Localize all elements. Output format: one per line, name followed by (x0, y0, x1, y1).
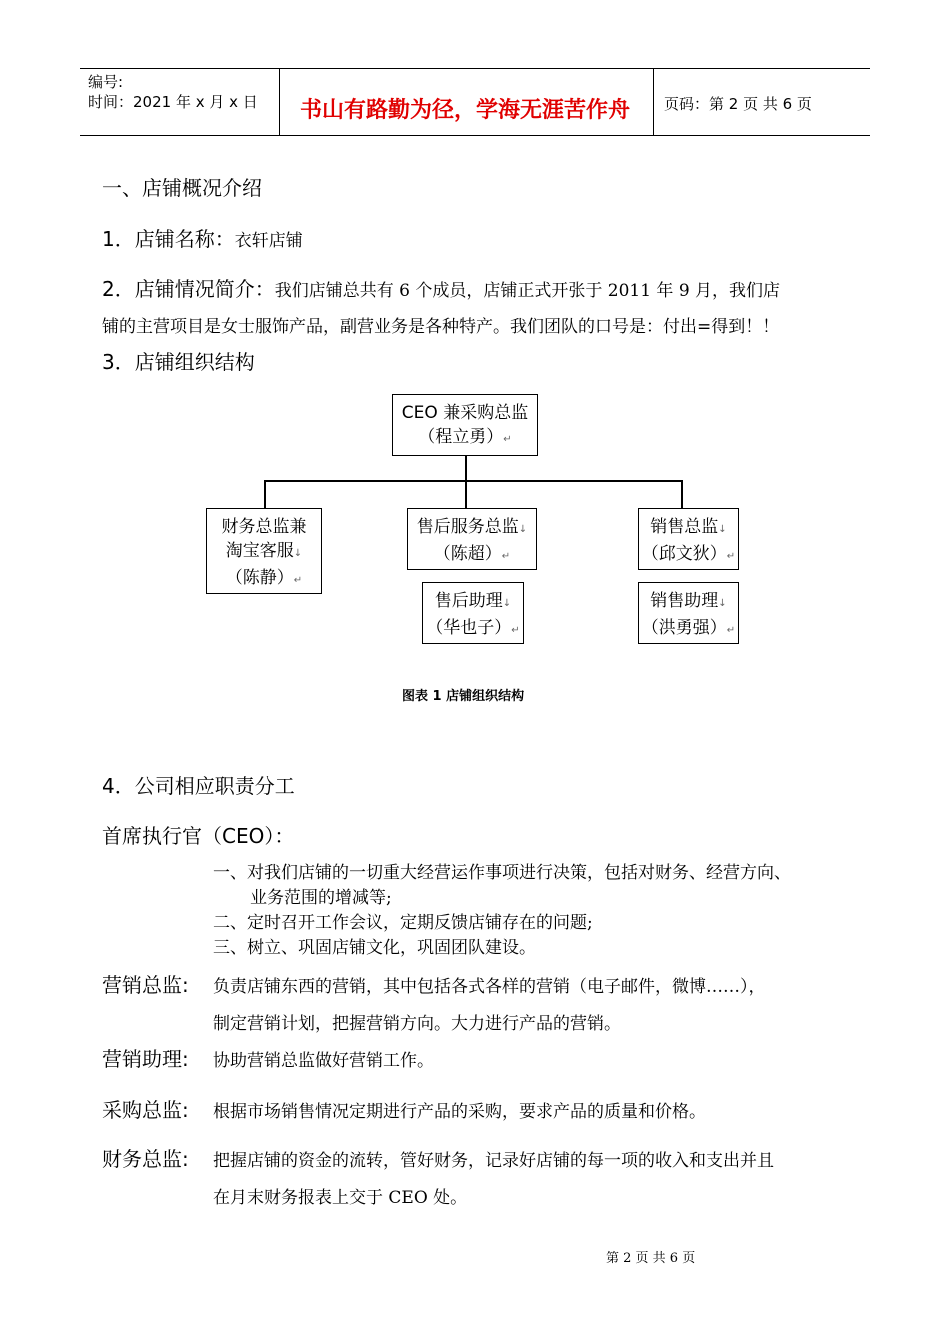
ceo-item-3: 三、树立、巩固店铺文化，巩固团队建设。 (213, 938, 536, 958)
marketing-assistant-label: 营销助理: (102, 1047, 189, 1071)
marketing-director-label: 营销总监: (102, 973, 189, 997)
down-mark-icon: ↓ (293, 548, 303, 559)
return-mark-icon: ↵ (726, 551, 736, 562)
org-structure-heading (102, 346, 255, 375)
org-box-sales (638, 508, 739, 570)
shop-intro-text-1: 我们店铺总共有 6 个成员，店铺正式开张于 2011 年 9 月，我们店 (274, 281, 781, 301)
header-motto: 书山有路勤为径，学海无涯苦作舟 (280, 69, 654, 135)
sales-asst-name: （洪勇强） (641, 618, 727, 638)
aftersales-asst-title: 售后助理 (434, 591, 503, 611)
finance-name: （陈静） (225, 568, 294, 588)
figure-caption: 图表 1 店铺组织结构 (402, 689, 525, 704)
return-mark-icon: ↵ (511, 625, 520, 636)
sales-asst-title: 销售助理 (650, 591, 719, 611)
ceo-item-2: 二、定时召开工作会议，定期反馈店铺存在的问题; (213, 913, 593, 933)
marketing-director-text-2: 制定营销计划，把握营销方向。大力进行产品的营销。 (213, 1014, 621, 1034)
shop-intro-num: 2． (102, 277, 135, 301)
org-box-finance (206, 508, 322, 594)
down-mark-icon: ↓ (502, 598, 512, 609)
org-structure-label: 店铺组织结构 (134, 350, 255, 374)
finance-director-text-2: 在月末财务报表上交于 CEO 处。 (213, 1188, 468, 1208)
down-mark-icon: ↓ (718, 598, 727, 609)
ceo-title: CEO 兼采购总监 (401, 403, 529, 423)
finance-director-label: 财务总监: (102, 1147, 189, 1171)
org-box-ceo (392, 394, 538, 456)
shop-intro-line (102, 273, 780, 302)
shop-intro-text-2: 铺的主营项目是女士服饰产品，副营业务是各种特产。我们团队的口号是：付出=得到！！ (102, 317, 780, 337)
header-page-label: 页码：第 2 页 共 6 页 (664, 95, 812, 113)
purchase-director-text: 根据市场销售情况定期进行产品的采购，要求产品的质量和价格。 (213, 1102, 706, 1122)
aftersales-name: （陈超） (433, 544, 502, 564)
shop-name-num: 1． (102, 227, 135, 251)
marketing-assistant-text: 协助营销总监做好营销工作。 (213, 1051, 434, 1071)
connector-ceo-down (465, 456, 467, 480)
ceo-item-1: 一、对我们店铺的一切重大经营运作事项进行决策，包括对财务、经营方向、 (213, 863, 791, 883)
aftersales-asst-name: （华也子） (426, 618, 512, 638)
return-mark-icon: ↵ (293, 575, 303, 586)
shop-name-value: 衣轩店铺 (234, 231, 303, 251)
page-header (80, 68, 870, 136)
org-box-aftersales-assistant (422, 582, 524, 644)
shop-name-line (102, 223, 303, 252)
org-structure-num: 3． (102, 350, 135, 374)
sales-title: 销售总监 (650, 517, 719, 537)
return-mark-icon: ↵ (503, 434, 512, 445)
down-mark-icon: ↓ (518, 524, 528, 535)
finance-title-2: 淘宝客服 (225, 541, 294, 561)
aftersales-title: 售后服务总监 (416, 517, 519, 537)
connector-finance (264, 480, 266, 508)
return-mark-icon: ↵ (726, 625, 736, 636)
shop-intro-label: 店铺情况简介： (134, 277, 275, 301)
purchase-director-label: 采购总监: (102, 1098, 189, 1122)
page-footer: 第 2 页 共 6 页 (606, 1251, 696, 1266)
connector-sales (681, 480, 683, 508)
connector-horizontal (264, 480, 682, 482)
marketing-director-text-1: 负责店铺东西的营销，其中包括各式各样的营销（电子邮件，微博……）， (213, 977, 766, 997)
org-box-aftersales (407, 508, 537, 570)
ceo-heading: 首席执行官（CEO）： (102, 824, 295, 848)
ceo-item-1-cont: 业务范围的增减等; (250, 888, 392, 908)
number-label: 编号: (88, 73, 124, 91)
return-mark-icon: ↵ (501, 551, 511, 562)
section-1-title: 一、店铺概况介绍 (102, 176, 262, 200)
sales-name: （邱文狄） (641, 544, 727, 564)
duties-title: 4．公司相应职责分工 (102, 774, 295, 798)
finance-director-text-1: 把握店铺的资金的流转，管好财务，记录好店铺的每一项的收入和支出并且 (213, 1151, 774, 1171)
connector-aftersales (465, 480, 467, 508)
down-mark-icon: ↓ (718, 524, 727, 535)
header-meta (80, 69, 280, 135)
ceo-name: （程立勇） (418, 427, 504, 447)
org-box-sales-assistant (638, 582, 739, 644)
finance-title-1: 财务总监兼 (221, 517, 307, 537)
time-label: 时间：2021 年 x 月 x 日 (88, 93, 258, 111)
shop-name-label: 店铺名称： (134, 227, 235, 251)
